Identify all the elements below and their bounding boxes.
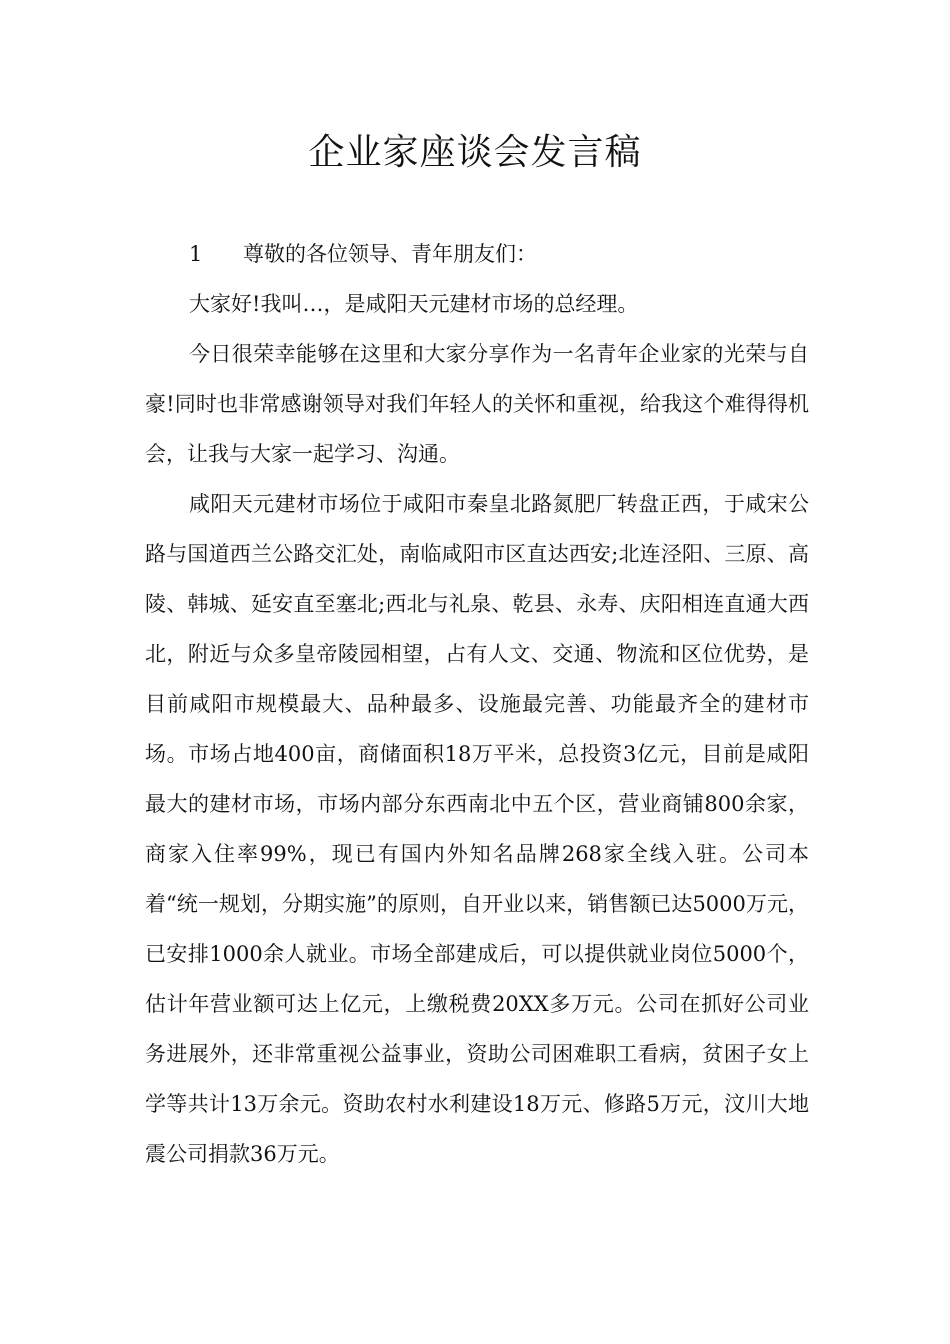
paragraph-number: 1: [189, 242, 203, 266]
salutation-text: 尊敬的各位领导、青年朋友们：: [243, 242, 537, 266]
salutation-paragraph: [145, 229, 809, 279]
document-body: [145, 229, 809, 1179]
company-intro-paragraph: 咸阳天元建材市场位于咸阳市秦皇北路氮肥厂转盘正西，于咸宋公路与国道西兰公路交汇处，南临咸阳市区直达西安;北连泾阳、三原、高陵、韩城、延安直至塞北;西北与礼泉、乾县、永寿、庆阳相连直通大西北，附近与众多皇帝陵园相望，占有人文、交通、物流和区位优势，是目前咸阳市规模最大、品种最多、设施最完善、功能最齐全的建材市场。市场占地400亩，商储面积18万平米，总投资3亿元，目前是咸阳最大的建材市场，市场内部分东西南北中五个区，营业商铺800余家，商家入住率99%，现已有国内外知名品牌268家全线入驻。公司本着“统一规划，分期实施”的原则，自开业以来，销售额已达5000万元，已安排1000余人就业。市场全部建成后，可以提供就业岗位5000个，估计年营业额可达上亿元，上缴税费20XX多万元。公司在抓好公司业务进展外，还非常重视公益事业，资助公司困难职工看病，贫困子女上学等共计13万余元。资助农村水利建设18万元、修路5万元，汶川大地震公司捐款36万元。: [145, 492, 809, 1166]
greeting-paragraph: 大家好!我叫…，是咸阳天元建材市场的总经理。: [189, 292, 639, 316]
document-title: 企业家座谈会发言稿: [308, 132, 642, 173]
thanks-paragraph: 今日很荣幸能够在这里和大家分享作为一名青年企业家的光荣与自豪!同时也非常感谢领导对我们年轻人的关怀和重视，给我这个难得得机会，让我与大家一起学习、沟通。: [145, 342, 809, 466]
